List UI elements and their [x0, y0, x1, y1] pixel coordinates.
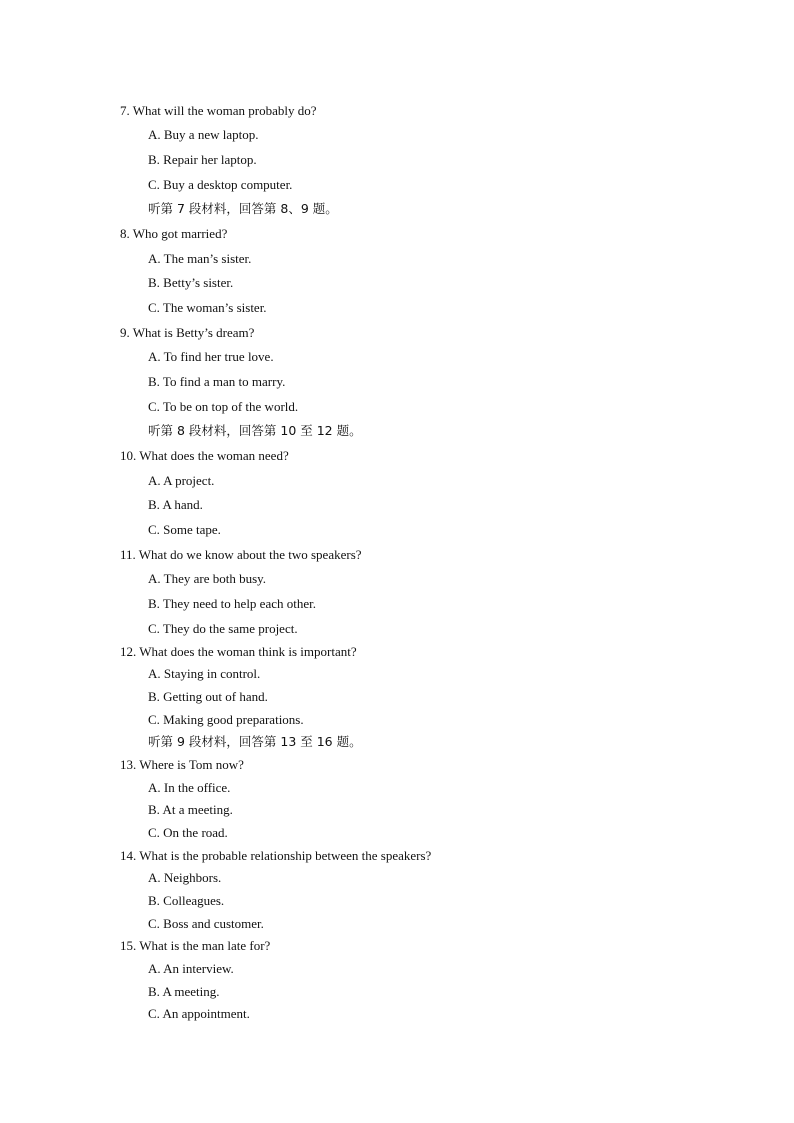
question-12-option-a: A. Staying in control.	[148, 666, 261, 681]
question-8: 8. Who got married?	[120, 226, 228, 241]
question-9-option-c: C. To be on top of the world.	[148, 399, 299, 414]
question-7-option-a: A. Buy a new laptop.	[148, 127, 259, 142]
question-9: 9. What is Betty’s dream?	[120, 325, 255, 340]
question-13-option-b: B. At a meeting.	[148, 802, 233, 817]
question-7: 7. What will the woman probably do?	[120, 103, 317, 118]
question-11-option-a: A. They are both busy.	[148, 571, 267, 586]
question-12-option-b: B. Getting out of hand.	[148, 689, 268, 704]
question-8-option-a: A. The man’s sister.	[148, 251, 252, 266]
question-15: 15. What is the man late for?	[120, 938, 271, 953]
question-12-option-c: C. Making good preparations.	[148, 712, 304, 727]
question-11-option-c: C. They do the same project.	[148, 621, 298, 636]
question-15-option-a: A. An interview.	[148, 961, 234, 976]
question-15-option-b: B. A meeting.	[148, 984, 220, 999]
question-13-option-c: C. On the road.	[148, 825, 228, 840]
question-14-option-a: A. Neighbors.	[148, 870, 222, 885]
question-8-option-b: B. Betty’s sister.	[148, 275, 234, 290]
question-8-option-c: C. The woman’s sister.	[148, 300, 267, 315]
question-14-option-c: C. Boss and customer.	[148, 916, 264, 931]
section-instruction-7: 听第 7 段材料，回答第 8、9 题。	[148, 201, 338, 216]
question-10-option-a: A. A project.	[148, 473, 215, 488]
question-13-option-a: A. In the office.	[148, 780, 231, 795]
question-10-option-c: C. Some tape.	[148, 522, 221, 537]
question-12: 12. What does the woman think is important?	[120, 644, 357, 659]
question-11: 11. What do we know about the two speakers?	[120, 547, 362, 562]
question-9-option-b: B. To find a man to marry.	[148, 374, 286, 389]
question-7-option-c: C. Buy a desktop computer.	[148, 177, 293, 192]
question-15-option-c: C. An appointment.	[148, 1006, 250, 1021]
question-11-option-b: B. They need to help each other.	[148, 596, 316, 611]
question-10-option-b: B. A hand.	[148, 497, 203, 512]
question-14: 14. What is the probable relationship between the speakers?	[120, 848, 432, 863]
question-9-option-a: A. To find her true love.	[148, 349, 274, 364]
question-13: 13. Where is Tom now?	[120, 757, 244, 772]
question-7-option-b: B. Repair her laptop.	[148, 152, 257, 167]
question-10: 10. What does the woman need?	[120, 448, 289, 463]
question-14-option-b: B. Colleagues.	[148, 893, 225, 908]
section-instruction-8: 听第 8 段材料，回答第 10 至 12 题。	[148, 423, 362, 438]
section-instruction-9: 听第 9 段材料，回答第 13 至 16 题。	[148, 734, 362, 749]
